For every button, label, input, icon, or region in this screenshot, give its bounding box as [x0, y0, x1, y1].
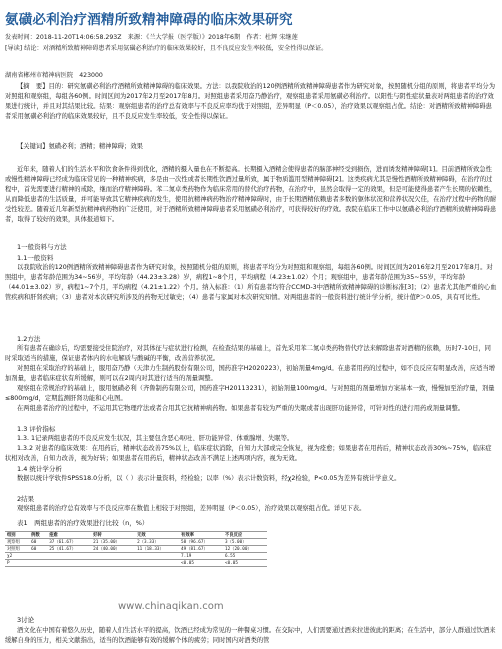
table-cell: 21（35.00）: [91, 539, 135, 546]
table-cell: <0.05: [223, 560, 267, 567]
section-heading-1: 1一般资料与方法: [17, 243, 67, 251]
table-cell: 3（5.00）: [223, 539, 267, 546]
table-cell: 11（18.33）: [135, 546, 179, 553]
table-cell: [135, 553, 179, 560]
publish-info: 发表时间：2018-11-20T14:06:58.293Z 来源：《兰大学报（医学版）》2018年6期 作者：杜辉 宋继莲: [5, 34, 298, 41]
table-row: [5, 560, 267, 567]
section-heading-1-3: 1.3 评价指标: [17, 425, 56, 433]
table-cell: 7.19: [179, 553, 223, 560]
table-header-cell: 例数: [29, 532, 47, 539]
table-cell: 60: [29, 539, 47, 546]
table-cell: [29, 553, 47, 560]
paragraph-3: 酒文化在中国有着悠久历史，随着人们生活水平的提高，饮酒已经成为常见的一种餐桌习惯。在交际中，人们需要通过酒来拉进彼此的距离；在生活中，部分人群通过饮酒来缓解自身的压力，相关文献指出，适当的饮酒能够有效的缓解个体的疲劳；同时国内对酒类的管: [5, 627, 496, 644]
intro-paragraph: 近年来，随着人们的生活水平和饮食条件得到优化，酒精的摄入量也在不断提高。长期摄入酒精会使得患者的脑部神经受到损伤，进而诱发精神障碍[1]。目前酒精所致急性或慢性精神障碍已经成为临床常见的一种精神疾病，多是由一次性或者长期性饮酒过量所致，属于物质滥用型精神障碍[2]。这类疾病尤其是慢性酒精所致精神障碍，在治疗的过程中，首先需要进行精神的戒除，继而治疗精神障碍。苯二氮卓类药物作为临床常用的替代治疗药物，在治疗中，虽然会取得一定的效果，但是可能使得患者产生长期的依赖性，从而降低患者的生活质量，并可能导致其它精神疾病的发生，使用抗精神病药物治疗精神障碍时，由于长期酒精依赖患者多数的躯体状况和营养状况欠佳，在治疗过程中药物的耐受性较差。随着近几年新型抗精神病药物的广泛使用，对于酒精所致精神障碍患者采用氨磺必利治疗，可获得较好的疗效。我院在临床工作中以氨磺必利治疗酒精所致精神障碍患者，取得了较好的效果，具体报道如下。: [5, 166, 497, 223]
table-cell: 2（3.33）: [135, 539, 179, 546]
table-cell: 58（96.67）: [179, 539, 223, 546]
table-header-row: [5, 532, 267, 539]
paragraph-1-4: 数据以统计学软件SPSS18.0分析，以（ ）表示计量资料，经检验；以率（%）表示计数资料，经χ2检验，P<0.05为差异有统计学意义。: [17, 475, 401, 482]
section-heading-1-4: 1.4 统计学分析: [17, 465, 62, 473]
table-row: [5, 539, 267, 546]
table-cell: P: [5, 560, 29, 567]
table-cell: [47, 560, 91, 567]
paragraph-1-2-d: 在两组患者治疗的过程中，不运用其它物理疗法或者合用其它抗精神病药物。如果患者有较为严重的失眠或者出现肝功能异常，可针对性的进行用药或剂量调整。: [17, 405, 465, 412]
table-cell: [47, 553, 91, 560]
table-row: [5, 553, 267, 560]
table-cell: [91, 560, 135, 567]
table-caption: 表1 两组患者的治疗效果进行比较（n，%）: [17, 519, 149, 527]
table-header-cell: 好转: [91, 532, 135, 539]
table-cell: [91, 553, 135, 560]
table-cell: [135, 560, 179, 567]
paragraph-1-3-1: 1.3. 1记录两组患者的不良反应发生状况，其主要包含恶心呕吐、肝功能异常、体重腺增、失眠等。: [17, 435, 294, 442]
section-heading-2: 2结果: [17, 495, 35, 503]
keywords: 【关键词】氨磺必利；酒精；精神障碍；效果: [17, 143, 143, 150]
paragraph-1-2-c: 观察组在常规治疗的基础上，服用氨磺必利（齐鲁制药有限公司，国药准字H20113231），初始剂量100mg/d。与对照组的剂量增加方案基本一致，慢慢加至治疗量，剂量≤800mg/d，定期监测肝肾功能和心电图。: [5, 385, 495, 402]
table-cell: <0.05: [179, 560, 223, 567]
table-cell: [29, 560, 47, 567]
table-header-cell: 无效: [135, 532, 179, 539]
table-cell: 24（40.00）: [91, 546, 135, 553]
paragraph-1-2-b: 对照组在采取治疗的基础上，服用奋乃静（天津力生制药股份有限公司，国药准字H2020223），初始剂量4mg/d。在患者用药的过程中，如不良反应有明显改善，应适当增加剂量，患者临床症状有所缓解，则可以在2周内对其进行适当的剂量调整。: [5, 365, 496, 382]
table-header-cell: 组别: [5, 532, 29, 539]
table-cell: 49（81.67）: [179, 546, 223, 553]
table-cell: 6.55: [223, 553, 267, 560]
guide-text: [导读] 结论：对酒精所致精神障碍患者采用氨磺必利治疗的临床效果较好，且不良反应发生率较低，安全性得以保证。: [5, 45, 328, 52]
section-heading-1-1: 1.1一般资料: [17, 254, 54, 262]
abstract: 【摘 要】目的：研究氨磺必利治疗酒精所致精神障碍的临床效果。方法：以我院收治的120例酒精所致精神障碍患者作为研究对象，按照随机分组的原则，将患者平均分为对照组和观察组，每组各60例。时间区间为2017年2月至2017年8月。对照组患者采用奋乃静治疗，观察组患者采用氨磺必利治疗。以阳性与阴性症状量表对两组患者的治疗效果进行统计，并且对其结果比较。结果：观察组患者的治疗总有效率与不良反应率均优于对照组，差异明显（P＜0.05），治疗效果以观察组占优。结论：对酒精所致精神障碍患者采用氨磺必利治疗的临床效果较好，且不良反应发生率较低，安全性得以保证。: [5, 83, 495, 120]
section-heading-1-2: 1.2方法: [17, 335, 41, 343]
paragraph-1-1: 以我院收治的120例酒精所致精神障碍患者作为研究对象，按照随机分组的原则，将患者平均分为对照组和观察组，每组各60例。时间区间为2016年2月至2017年8月。对照组中，患者年龄范围为34~56岁，平均年龄（44.23±3.28）岁，病程1~8个月，平均病程（4.23±1.02）个月；观察组中，患者年龄范围为35~55岁，平均年龄（44.01±3.02）岁，病程1~7个月，平均病程（4.21±1.22）个月。纳入标准：（1）所有患者均符合CCMD-3中酒精所致精神障碍的诊断标准[3]；（2）患者尤其他严重的心血管疾病和肝肾疾病；（3）患者对本次研究所涉及的药物无过敏史；（4）患者与家属对本次研究知情。对两组患者的一般资料进行统计学分析，统计值P＞0.05，具有可比性。: [5, 264, 497, 301]
table-cell: 37（61.67）: [47, 539, 91, 546]
watermark: www.chinaqikan.com: [118, 601, 224, 612]
paragraph-1-2-a: 所有患者在确诊后，均需要接受住院治疗，对其体征与症状进行检测，在检查结果的基础上，首先采用苯二氮卓类药物替代疗法来解除患者对酒精的依赖，历时7-10日，同时采取适当的措施，保证患者体内的水电解质与酸碱的平衡，改善营养状况。: [5, 345, 491, 362]
table-cell: χ2: [5, 553, 29, 560]
results-table: [5, 531, 267, 567]
paragraph-2: 观察组患者的治疗总有效率与不良反应率在数值上相较于对照组，差异明显（P＜0.05），治疗效果以观察组占优。详见下表。: [17, 505, 366, 512]
paragraph-1-3-2: 1.3.2 对患者的临床效果：在用药后，精神状态改善75%以上，临床症状消除，自知力大部或完全恢复，视为痊愈；如果患者在用药后，精神状态改善30%~75%，临床症状相对改善，自知力改善，视为好转；如果患者在用药后，精神状态改善不满足上述两项内容，视为无效。: [5, 445, 492, 462]
table-row: [5, 546, 267, 553]
hospital-affiliation: 湖南省郴州市精神病医院 423000: [5, 72, 103, 79]
table-cell: 观察组: [5, 539, 29, 546]
table-header-cell: 有效率: [179, 532, 223, 539]
table-header-cell: 不良反应: [223, 532, 267, 539]
table-cell: 25（41.67）: [47, 546, 91, 553]
table-cell: 对照组: [5, 546, 29, 553]
table-cell: 12（20.00）: [223, 546, 267, 553]
table-cell: 60: [29, 546, 47, 553]
section-heading-3: 3讨论: [17, 616, 35, 624]
article-title: 氨磺必利治疗酒精所致精神障碍的临床效果研究: [5, 12, 293, 28]
table-header-cell: 痊愈: [47, 532, 91, 539]
